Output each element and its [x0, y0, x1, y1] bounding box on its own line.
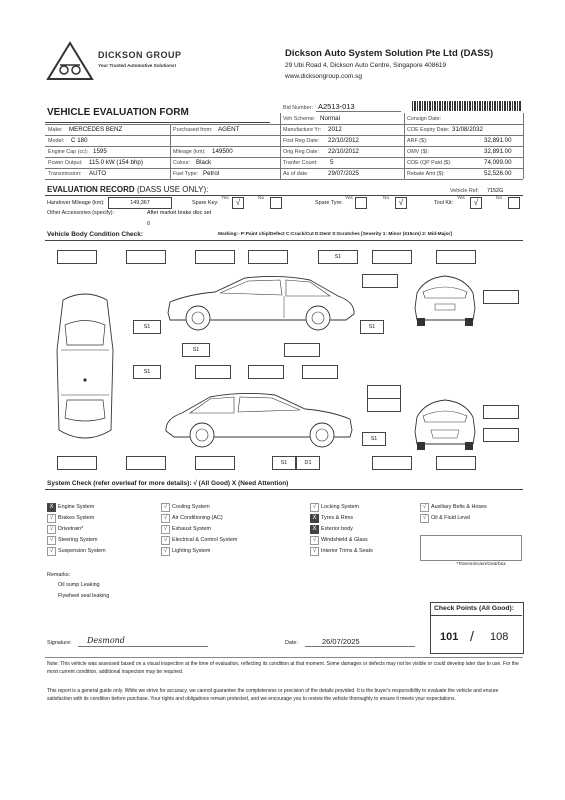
spare-key-no-label: No	[258, 196, 265, 201]
model-label: Model:	[48, 138, 65, 144]
damage-box[interactable]	[248, 365, 284, 379]
system-check-label: Steering System	[58, 537, 98, 543]
damage-box[interactable]	[195, 456, 235, 470]
car-top-view-icon	[45, 290, 125, 450]
signature-label: Signature:	[47, 640, 72, 646]
tool-kit-label: Tool Kit:	[434, 200, 454, 206]
evaluation-title	[47, 185, 208, 194]
system-check-mark[interactable]: √	[310, 503, 319, 512]
divider	[305, 646, 415, 647]
damage-box-s1[interactable]	[318, 250, 358, 264]
system-check-label: Oil & Fluid Level	[431, 515, 471, 521]
system-check-mark[interactable]: √	[47, 536, 56, 545]
power-label: Power Output:	[48, 160, 83, 166]
system-check-label: Locking System	[321, 504, 360, 510]
damage-box[interactable]	[362, 274, 398, 288]
handover-field[interactable]	[108, 197, 172, 209]
damage-box[interactable]	[483, 405, 519, 419]
system-check-mark[interactable]: X	[310, 514, 319, 523]
damage-box[interactable]	[372, 456, 412, 470]
damage-box[interactable]	[367, 385, 401, 399]
system-check-mark[interactable]: X	[47, 503, 56, 512]
damage-box[interactable]	[126, 456, 166, 470]
company-name: Dickson Auto System Solution Pte Ltd (DASS)	[285, 48, 494, 59]
fuel-value: Petrol	[203, 170, 220, 177]
coe-expiry-label: COE Expiry Date:	[407, 127, 450, 133]
remarks-label: Remarks:	[47, 572, 71, 578]
damage-box[interactable]	[436, 250, 476, 264]
divider	[78, 646, 208, 647]
system-check-label: Drivetrain*	[58, 526, 84, 532]
spare-key-yes-label: Yes	[221, 196, 229, 201]
accident-field	[420, 535, 522, 561]
divider	[170, 124, 171, 179]
power-value: 115.0 kW (154 bhp)	[89, 159, 143, 166]
evaluation-title-note: (DASS USE ONLY):	[136, 185, 209, 194]
spare-key-label: Spare Key:	[192, 200, 219, 206]
divider	[45, 489, 523, 490]
check-mark: √	[473, 198, 479, 207]
omv-value: 32,891.00	[484, 148, 512, 155]
note-2: This report is a general guide only. While we strive for accuracy, we cannot guarantee the completeness or precision of the details provided. It is the buyer's responsibility to evaluate the vehicle and ensure satisfaction with its condition before purchase. Your rights and obligations remain protected, and we encourage you to review the vehicle thoroughly to ensure it meets your expectations.	[47, 688, 499, 702]
check-mark: √	[235, 198, 241, 207]
damage-box-s1[interactable]	[133, 320, 161, 334]
spare-key-no-checkbox[interactable]	[270, 197, 282, 209]
checkpoints-title: Check Points (All Good):	[434, 605, 515, 612]
system-check-title	[47, 480, 288, 487]
divider	[45, 157, 523, 158]
system-check-mark[interactable]: √	[420, 503, 429, 512]
damage-box[interactable]	[483, 290, 519, 304]
system-check-title-text: System Check (refer overleaf for more details):	[47, 480, 192, 487]
note-1: Note: This vehicle was assessed based on a visual inspection at the time of evaluation, reflecting its condition at that moment. Some damages or defects may not be visible or could develop later due to use. For the most current condition, additional inspection may be required.	[47, 661, 519, 675]
system-check-mark[interactable]: √	[47, 547, 56, 556]
damage-label: S1	[368, 324, 376, 330]
other-acc-label: Other Accessories (specify):	[47, 210, 115, 216]
other-acc-value: After market brake disc set	[147, 210, 212, 216]
engine-cap-label: Engine Cap (cc):	[48, 149, 89, 155]
damage-box-s1[interactable]	[272, 456, 296, 470]
system-check-label: Interior Trims & Seats	[321, 548, 373, 554]
system-check-label: Brakes System	[58, 515, 95, 521]
damage-box-s1[interactable]	[362, 432, 386, 446]
tool-kit-no-checkbox[interactable]	[508, 197, 520, 209]
damage-box-d1[interactable]	[296, 456, 320, 470]
divider	[316, 111, 401, 112]
arf-label: ARF ($):	[407, 138, 428, 144]
make-value: MERCEDES BENZ	[69, 126, 123, 133]
divider	[45, 168, 523, 169]
system-check-label: Electrical & Control System	[172, 537, 238, 543]
body-check-title: Vehicle Body Condition Check:	[47, 231, 144, 238]
spare-tyre-label: Spare Tyre:	[315, 200, 343, 206]
divider	[45, 124, 523, 125]
signature-name: Desmond	[87, 636, 125, 645]
check-mark: √	[398, 198, 404, 207]
arf-value: 32,891.00	[484, 137, 512, 144]
divider	[45, 135, 523, 136]
transfer-value: 5	[330, 159, 334, 166]
mileage-label: Mileage (km):	[173, 149, 206, 155]
spare-tyre-no-label: No	[383, 196, 390, 201]
first-reg: 22/10/2012	[328, 137, 359, 144]
system-check-mark[interactable]: √	[47, 514, 56, 523]
rebate-label: Rebate Amt ($):	[407, 171, 445, 177]
system-check-label: Cooling System	[172, 504, 210, 510]
company-website: www.dicksongroup.com.sg	[285, 73, 362, 80]
brand-tagline: Your Trusted Automotive Solutions!	[98, 63, 177, 68]
body-check-marking: Marking:- P:Paint chip/Defect C:Crack/Cut D:Dent S:Scratches [Severity 1: Minor (≤15cm) 2: Mid-Major]	[218, 232, 452, 237]
vehicle-ref-label: Vehicle Ref:	[450, 188, 479, 194]
first-reg-label: First Reg Date:	[283, 138, 320, 144]
system-check-label: Tyres & Rims	[321, 515, 354, 521]
title-underline	[45, 122, 270, 123]
tool-kit-yes-label: Yes	[457, 196, 465, 201]
veh-scheme: Normal	[320, 115, 340, 122]
damage-box[interactable]	[372, 250, 412, 264]
bid-number: A2513-013	[318, 102, 355, 111]
car-right-side-icon	[160, 385, 360, 455]
damage-box[interactable]	[57, 250, 97, 264]
divider	[45, 657, 523, 658]
bid-number-label: Bid Number:	[283, 105, 313, 111]
manufacture-yr: 2012	[328, 126, 342, 133]
system-check-legend: √ (All Good) X (Need Attention)	[193, 480, 289, 487]
divider	[404, 113, 405, 179]
damage-box[interactable]	[195, 250, 235, 264]
spare-tyre-no-checkbox[interactable]	[395, 197, 407, 209]
system-check-mark[interactable]: √	[47, 525, 56, 534]
engine-cap: 1595	[93, 148, 107, 155]
damage-box[interactable]	[195, 365, 231, 379]
as-of-label: As of date	[283, 171, 308, 177]
consign-date-label: Consign Date:	[407, 116, 442, 122]
tool-kit-no-label: No	[496, 196, 503, 201]
orig-reg: 22/10/2012	[328, 148, 359, 155]
damage-label: S1	[143, 369, 151, 375]
colour-value: Black	[196, 159, 212, 166]
spare-tyre-yes-checkbox[interactable]	[355, 197, 367, 209]
rebate-value: 52,526.00	[484, 170, 512, 177]
system-check-label: Windshield & Glass	[321, 537, 368, 543]
handover-value: 149,367	[130, 200, 150, 206]
coe-qp-label: COE (QP Paid ($):	[407, 160, 452, 166]
system-check-mark[interactable]: X	[310, 525, 319, 534]
company-address: 29 Ubi Road 4, Dickson Auto Centre, Singapore 408619	[285, 62, 447, 69]
system-check-mark[interactable]: √	[310, 547, 319, 556]
system-check-mark[interactable]: √	[420, 514, 429, 523]
divider	[45, 195, 523, 196]
damage-label: S1	[334, 254, 342, 260]
system-check-label: Exhaust System	[172, 526, 211, 532]
vehicle-ref: 7152G	[487, 188, 504, 194]
remark-line-2: Flywheel seal leaking	[58, 593, 110, 599]
damage-box-s1[interactable]	[360, 320, 384, 334]
damage-box-s1[interactable]	[182, 343, 210, 357]
omv-label: OMV ($):	[407, 149, 429, 155]
system-check-label: Suspension System	[58, 548, 106, 554]
manufacture-yr-label: Manufacture Yr:	[283, 127, 322, 133]
system-check-mark[interactable]: √	[161, 536, 170, 545]
tool-kit-yes-checkbox[interactable]	[470, 197, 482, 209]
barcode-icon	[412, 101, 522, 111]
divider	[45, 240, 523, 241]
orig-reg-label: Orig Reg Date:	[283, 149, 319, 155]
system-check-label: Air Conditioning (AC)	[172, 515, 223, 521]
checkpoints-total: 108	[490, 631, 509, 643]
system-check-mark[interactable]: √	[310, 536, 319, 545]
car-front-view-icon	[405, 392, 485, 452]
system-check-mark[interactable]: √	[161, 525, 170, 534]
other-acc-count: 0	[147, 221, 150, 227]
transmission-label: Transmission:	[48, 171, 82, 177]
damage-box[interactable]	[436, 456, 476, 470]
system-check-label: Exterior body	[321, 526, 353, 532]
system-check-label: Auxiliary Belts & Hoses	[431, 504, 487, 510]
damage-box-s1[interactable]	[133, 365, 161, 379]
damage-label: S1	[143, 324, 151, 330]
damage-label: S1	[280, 460, 288, 466]
system-footnote: *Transmission/Gearbox	[456, 562, 506, 567]
purchased-from-label: Purchased from:	[173, 127, 213, 133]
damage-box[interactable]	[248, 250, 288, 264]
dickson-logo-icon	[46, 41, 94, 81]
model-value: C 180	[71, 137, 88, 144]
as-of-value: 29/07/2025	[328, 170, 359, 177]
date-value: 26/07/2025	[322, 637, 360, 646]
coe-expiry: 31/08/2032	[452, 126, 483, 133]
damage-box[interactable]	[483, 428, 519, 442]
car-rear-view-icon	[405, 268, 485, 328]
handover-label: Handover Mileage (km):	[47, 200, 105, 206]
system-check-mark[interactable]: √	[161, 514, 170, 523]
damage-box[interactable]	[284, 343, 320, 357]
divider	[45, 146, 523, 147]
car-left-side-icon	[160, 268, 360, 338]
mileage-value: 149500	[212, 148, 233, 155]
colour-label: Colour:	[173, 160, 191, 166]
purchased-from: AGENT	[218, 126, 240, 133]
checkpoints-sep: /	[470, 628, 474, 644]
system-check-mark[interactable]: √	[161, 503, 170, 512]
transmission-value: AUTO	[89, 170, 107, 177]
transfer-label: Tranfer Count:	[283, 160, 318, 166]
make-label: Make:	[48, 127, 63, 133]
veh-scheme-label: Veh Scheme:	[283, 116, 316, 122]
coe-qp: 74,099.00	[484, 159, 512, 166]
system-check-mark[interactable]: √	[161, 547, 170, 556]
damage-box[interactable]	[126, 250, 166, 264]
damage-label: D1	[304, 460, 312, 466]
checkpoints-good: 101	[440, 631, 459, 643]
damage-label: S1	[370, 436, 378, 442]
evaluation-title-main: EVALUATION RECORD	[47, 185, 135, 194]
damage-box[interactable]	[57, 456, 97, 470]
divider	[430, 615, 522, 616]
date-label: Date:	[285, 640, 298, 646]
divider	[523, 113, 524, 179]
spare-key-yes-checkbox[interactable]	[232, 197, 244, 209]
spare-tyre-yes-label: Yes	[345, 196, 353, 201]
divider	[280, 113, 281, 179]
system-check-label: Engine System	[58, 504, 95, 510]
form-title: VEHICLE EVALUATION FORM	[47, 107, 189, 118]
damage-box[interactable]	[302, 365, 338, 379]
brand-name: DICKSON GROUP	[98, 50, 182, 60]
damage-label: S1	[192, 347, 200, 353]
divider	[45, 179, 523, 180]
remark-line-1: Oil sump Leaking	[58, 582, 100, 588]
fuel-label: Fuel Type:	[173, 171, 199, 177]
damage-box[interactable]	[367, 398, 401, 412]
system-check-label: Lighting System	[172, 548, 211, 554]
